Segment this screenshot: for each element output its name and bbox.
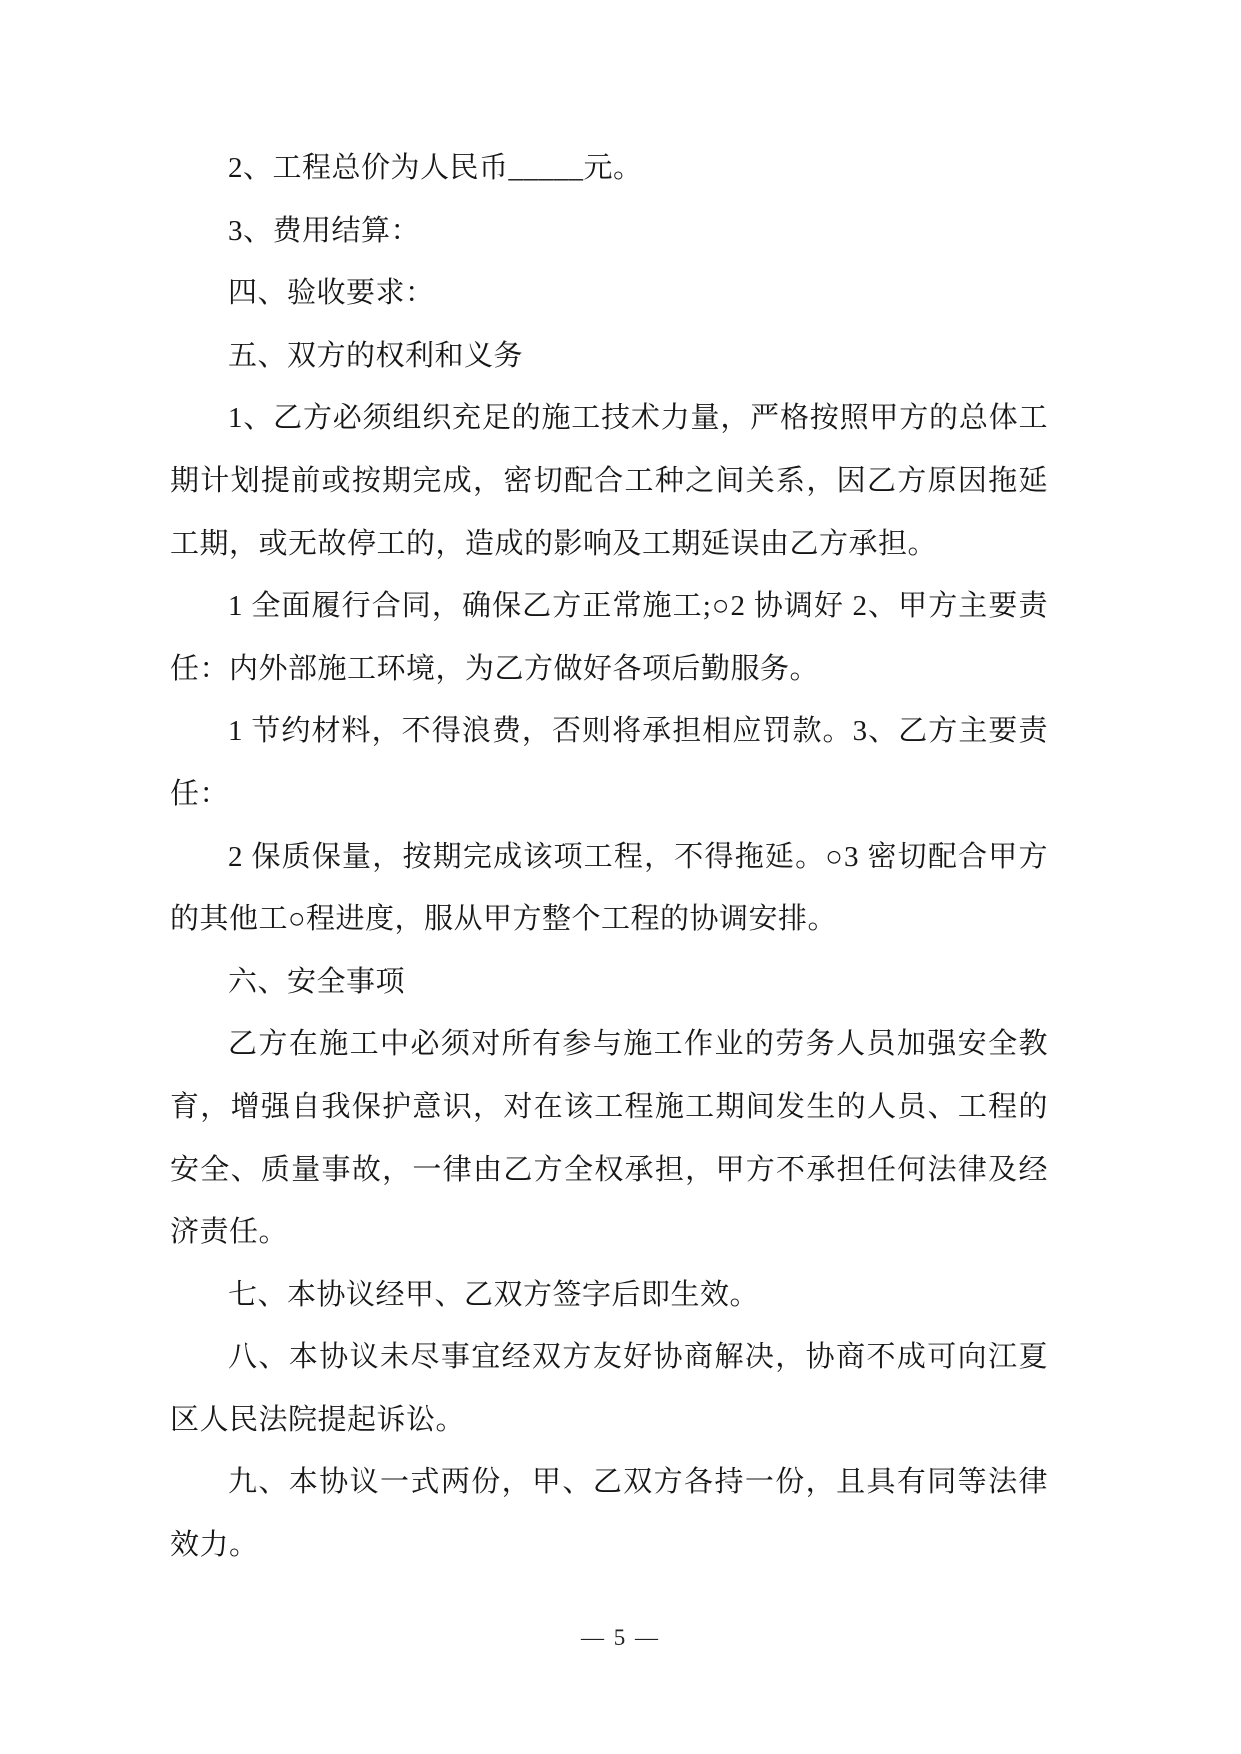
paragraph-party-a-main-duty: 1 全面履行合同，确保乙方正常施工;○2 协调好 2、甲方主要责任：内外部施工环境，为乙方做好各项后勤服务。 <box>170 590 1048 685</box>
paragraph-party-b-quality-duty: 2 保质保量，按期完成该项工程，不得拖延。○3 密切配合甲方的其他工○程进度，服从甲方整个工程的协调安排。 <box>170 840 1048 936</box>
paragraph-duplicate-copies: 九、本协议一式两份，甲、乙双方各持一份，且具有同等法律效力。 <box>170 1466 1048 1562</box>
paragraph-acceptance-requirements: 四、验收要求： <box>228 277 435 310</box>
paragraph-party-b-construction-duty: 1、乙方必须组织充足的施工技术力量，严格按照甲方的总体工期计划提前或按期完成，密切配合工种之间关系，因乙方原因拖延工期，或无故停工的，造成的影响及工期延误由乙方承担。 <box>170 402 1048 560</box>
paragraph-safety-heading: 六、安全事项 <box>228 965 406 998</box>
page-footer <box>0 1622 1241 1654</box>
paragraph-material-saving: 1 节约材料，不得浪费，否则将承担相应罚款。3、乙方主要责任： <box>170 715 1048 810</box>
paragraph-fee-settlement: 3、费用结算： <box>228 214 421 247</box>
paragraph-dispute-resolution: 八、本协议未尽事宜经双方友好协商解决，协商不成可向江夏区人民法院提起诉讼。 <box>170 1341 1048 1436</box>
document-body <box>170 137 1048 1577</box>
page-number: — 5 — <box>581 1625 660 1650</box>
paragraph-rights-obligations-heading: 五、双方的权利和义务 <box>228 339 524 372</box>
paragraph-safety-education: 乙方在施工中必须对所有参与施工作业的劳务人员加强安全教育，增强自我保护意识，对在该工程施工期间发生的人员、工程的安全、质量事故，一律由乙方全权承担，甲方不承担任何法律及经济责任。 <box>170 1028 1048 1249</box>
paragraph-project-total-price: 2、工程总价为人民币_____元。 <box>228 152 643 184</box>
paragraph-effective-on-signature: 七、本协议经甲、乙双方签字后即生效。 <box>228 1278 760 1311</box>
